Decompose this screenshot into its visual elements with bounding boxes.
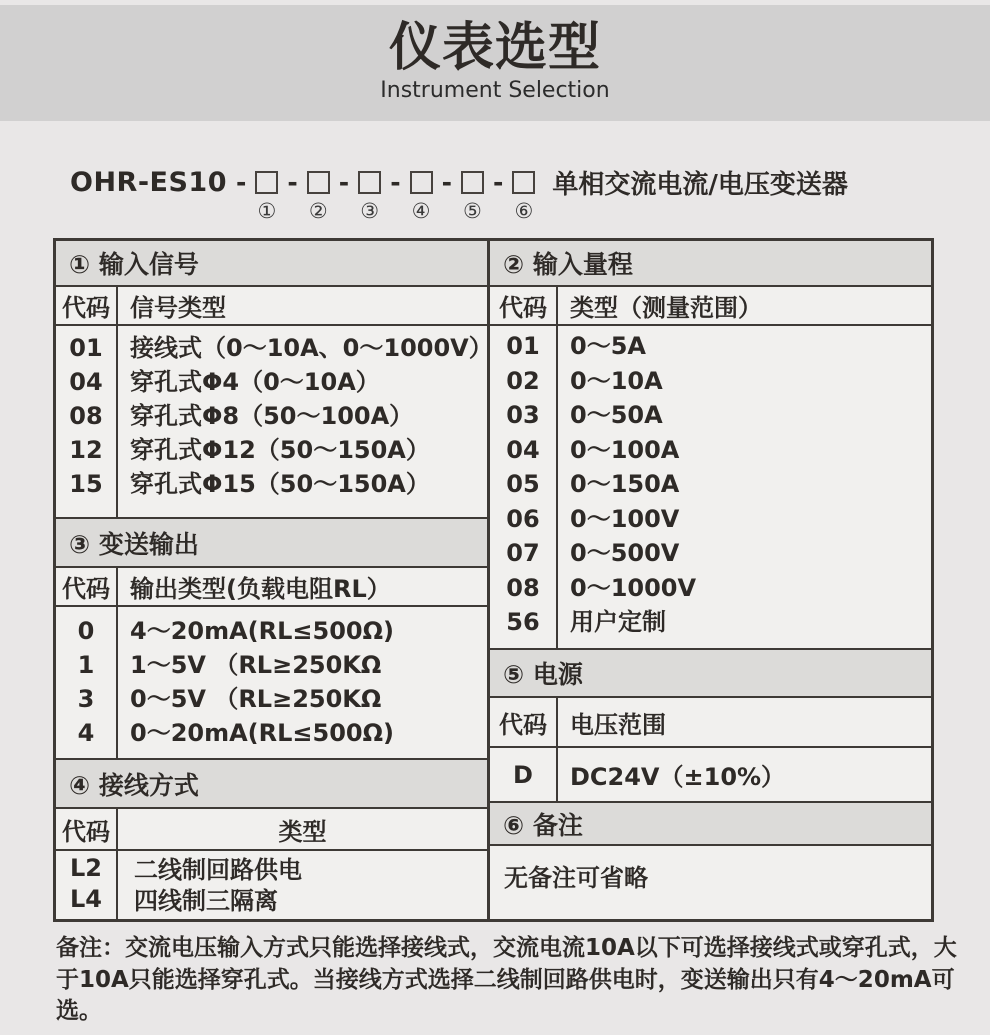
model-slot-number-2: ② [308,198,328,223]
type-cell: 4～20mA(RL≤500Ω) 1～5V （RL≥250KΩ 0～5V （RL≥250KΩ 0～20mA(RL≤500Ω) [130,617,394,747]
model-prefix: OHR-ES10 [70,166,228,198]
code-header: 代码 [56,568,118,605]
page-subtitle: Instrument Selection [380,78,610,103]
section-2-subheader [490,287,931,326]
section-6-title: ⑥ 备注 [490,803,931,846]
type-cell: 接线式（0～10A、0～1000V） 穿孔式Φ4（0～10A） 穿孔式Φ8（50～100A） 穿孔式Φ12（50～150A） 穿孔式Φ15（50～150A） [130,334,493,498]
type-header: 电压范围 [570,710,666,739]
selection-table [53,238,934,922]
section-1-body [56,326,493,519]
model-slot-box-4 [410,171,433,223]
model-dash: - [338,167,350,197]
model-slot-number-1: ① [257,198,277,223]
type-header: 类型 [278,817,327,846]
type-header: 输出类型(负载电阻RL） [130,575,391,603]
table-column-right [490,241,931,919]
code-header: 代码 [490,287,558,324]
code-header: 代码 [490,698,558,746]
model-dash: - [236,167,247,197]
model-slot-box-1 [255,171,278,223]
code-header: 代码 [56,809,118,849]
type-cell: 0～5A 0～10A 0～50A 0～100A 0～150A 0～100V 0～500V 0～1000V 用户定制 [570,332,697,636]
model-slot-box-5 [461,171,484,223]
section-3-title: ③ 变送输出 [56,519,487,568]
model-slot-box-6 [512,171,535,223]
model-dash: - [492,167,504,197]
model-slot-box-2 [307,171,330,223]
section-1-title: ① 输入信号 [56,241,487,287]
model-slot-number-4: ④ [411,198,431,223]
section-2-title: ② 输入量程 [490,241,931,287]
model-code-line [70,161,848,223]
model-slot-box-3 [358,171,381,223]
model-dash: - [390,167,401,197]
product-name: 单相交流电流/电压变送器 [552,169,848,200]
section-5-subheader [490,698,931,748]
remark-cell: 无备注可省略 [504,864,648,892]
section-3-body [56,607,487,760]
section-3-subheader [56,568,487,607]
model-dash: - [287,167,298,197]
code-cell: L2 L4 [56,851,118,919]
table-column-left [56,241,493,919]
type-header: 类型（测量范围） [570,294,762,322]
code-cell: D [490,748,558,801]
section-5-title: ⑤ 电源 [490,650,931,698]
section-1-subheader [56,287,487,326]
section-4-body [56,851,487,919]
code-header: 代码 [56,287,118,324]
code-cell: 01 02 03 04 05 06 07 08 56 [490,326,558,648]
section-5-body [490,748,931,803]
code-cell: 0 1 3 4 [56,607,118,758]
section-4-subheader [56,809,487,851]
page-banner [0,5,990,121]
type-cell: 二线制回路供电 四线制三隔离 [134,856,302,915]
footnote: 备注：交流电压输入方式只能选择接线式，交流电流10A以下可选择接线式或穿孔式，大于10A只能选择穿孔式。当接线方式选择二线制回路供电时，变送输出只有4～20mA可选。 [56,935,957,1024]
code-cell: 01 04 08 12 15 [56,326,118,517]
model-dash: - [441,167,452,197]
model-slot-number-3: ③ [360,198,380,223]
section-2-body [490,326,931,650]
model-slot-number-5: ⑤ [463,198,482,223]
type-header: 信号类型 [130,294,226,322]
page-title: 仪表选型 [388,18,601,78]
type-cell: DC24V（±10%） [570,763,786,791]
model-slot-number-6: ⑥ [514,198,534,223]
section-4-title: ④ 接线方式 [56,760,487,809]
